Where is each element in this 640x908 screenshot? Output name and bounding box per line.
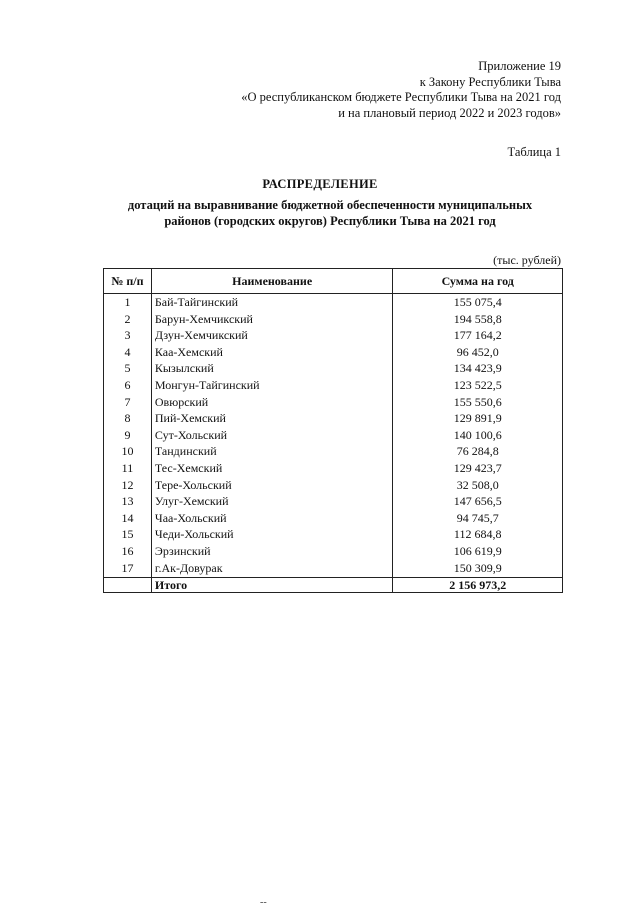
row-name: Тандинский (151, 443, 393, 460)
row-amount: 147 656,5 (393, 493, 563, 510)
subsidy-table (103, 268, 563, 593)
row-number: 6 (104, 377, 152, 394)
table-row (104, 543, 563, 560)
subtitle-line: дотаций на выравнивание бюджетной обеспеченности муниципальных (127, 198, 533, 212)
row-number: 9 (104, 427, 152, 444)
row-amount: 150 309,9 (393, 560, 563, 578)
total-label: Итого (151, 578, 393, 593)
total-row (104, 578, 563, 593)
document-subtitle (80, 198, 580, 229)
row-amount: 129 891,9 (393, 410, 563, 427)
table-row (104, 410, 563, 427)
total-amount: 2 156 973,2 (393, 578, 563, 593)
row-amount: 134 423,9 (393, 360, 563, 377)
row-name: Каа-Хемский (151, 344, 393, 361)
row-amount: 96 452,0 (393, 344, 563, 361)
row-name: Пий-Хемский (151, 410, 393, 427)
row-amount: 112 684,8 (393, 526, 563, 543)
row-name: Бай-Тайгинский (151, 294, 393, 311)
appendix-line: к Закону Республики Тыва (419, 74, 561, 89)
table-label: Таблица 1 (507, 145, 561, 159)
document-title: РАСПРЕДЕЛЕНИЕ (262, 177, 378, 191)
row-number: 7 (104, 394, 152, 411)
row-number: 12 (104, 477, 152, 494)
row-number: 14 (104, 510, 152, 527)
row-number: 13 (104, 493, 152, 510)
row-number: 11 (104, 460, 152, 477)
table-row (104, 560, 563, 578)
row-amount: 94 745,7 (393, 510, 563, 527)
row-number: 2 (104, 311, 152, 328)
table-row (104, 311, 563, 328)
appendix-header (241, 59, 561, 121)
row-number: 3 (104, 327, 152, 344)
table-body (104, 294, 563, 593)
row-number: 10 (104, 443, 152, 460)
table-row (104, 377, 563, 394)
table-row (104, 443, 563, 460)
row-number: 5 (104, 360, 152, 377)
table-row (104, 327, 563, 344)
table-row (104, 344, 563, 361)
row-amount: 32 508,0 (393, 477, 563, 494)
row-amount: 155 075,4 (393, 294, 563, 311)
row-name: Тес-Хемский (151, 460, 393, 477)
row-name: Монгун-Тайгинский (151, 377, 393, 394)
header-number: № п/п (104, 269, 152, 294)
row-amount: 155 550,6 (393, 394, 563, 411)
table-row (104, 493, 563, 510)
table-row (104, 460, 563, 477)
row-number: 17 (104, 560, 152, 578)
row-name: Дзун-Хемчикский (151, 327, 393, 344)
row-amount: 129 423,7 (393, 460, 563, 477)
row-name: Чеди-Хольский (151, 526, 393, 543)
row-name: Чаа-Хольский (151, 510, 393, 527)
row-name: Кызылский (151, 360, 393, 377)
table-row (104, 294, 563, 311)
row-amount: 140 100,6 (393, 427, 563, 444)
row-name: Овюрский (151, 394, 393, 411)
row-number: 8 (104, 410, 152, 427)
appendix-line: «О республиканском бюджете Республики Тыва на 2021 год (241, 90, 561, 104)
row-number: 1 (104, 294, 152, 311)
unit-note: (тыс. рублей) (493, 253, 561, 267)
row-name: г.Ак-Довурак (151, 560, 393, 578)
header-amount: Сумма на год (393, 269, 563, 294)
table-row (104, 526, 563, 543)
table-row (104, 427, 563, 444)
row-number: 16 (104, 543, 152, 560)
row-amount: 106 619,9 (393, 543, 563, 560)
row-name: Тере-Хольский (151, 477, 393, 494)
row-amount: 177 164,2 (393, 327, 563, 344)
table-header-row (104, 269, 563, 294)
page-mark: -- (260, 897, 267, 908)
row-name: Улуг-Хемский (151, 493, 393, 510)
total-number (104, 578, 152, 593)
appendix-line: и на плановый период 2022 и 2023 годов» (338, 105, 561, 120)
row-name: Барун-Хемчикский (151, 311, 393, 328)
appendix-line: Приложение 19 (478, 59, 561, 73)
row-name: Сут-Хольский (151, 427, 393, 444)
subtitle-line: районов (городских округов) Республики Тыва на 2021 год (164, 213, 496, 228)
table-row (104, 394, 563, 411)
row-name: Эрзинский (151, 543, 393, 560)
row-number: 15 (104, 526, 152, 543)
table-row (104, 477, 563, 494)
header-name: Наименование (151, 269, 393, 294)
row-amount: 76 284,8 (393, 443, 563, 460)
table-row (104, 510, 563, 527)
row-amount: 194 558,8 (393, 311, 563, 328)
row-number: 4 (104, 344, 152, 361)
table-row (104, 360, 563, 377)
row-amount: 123 522,5 (393, 377, 563, 394)
